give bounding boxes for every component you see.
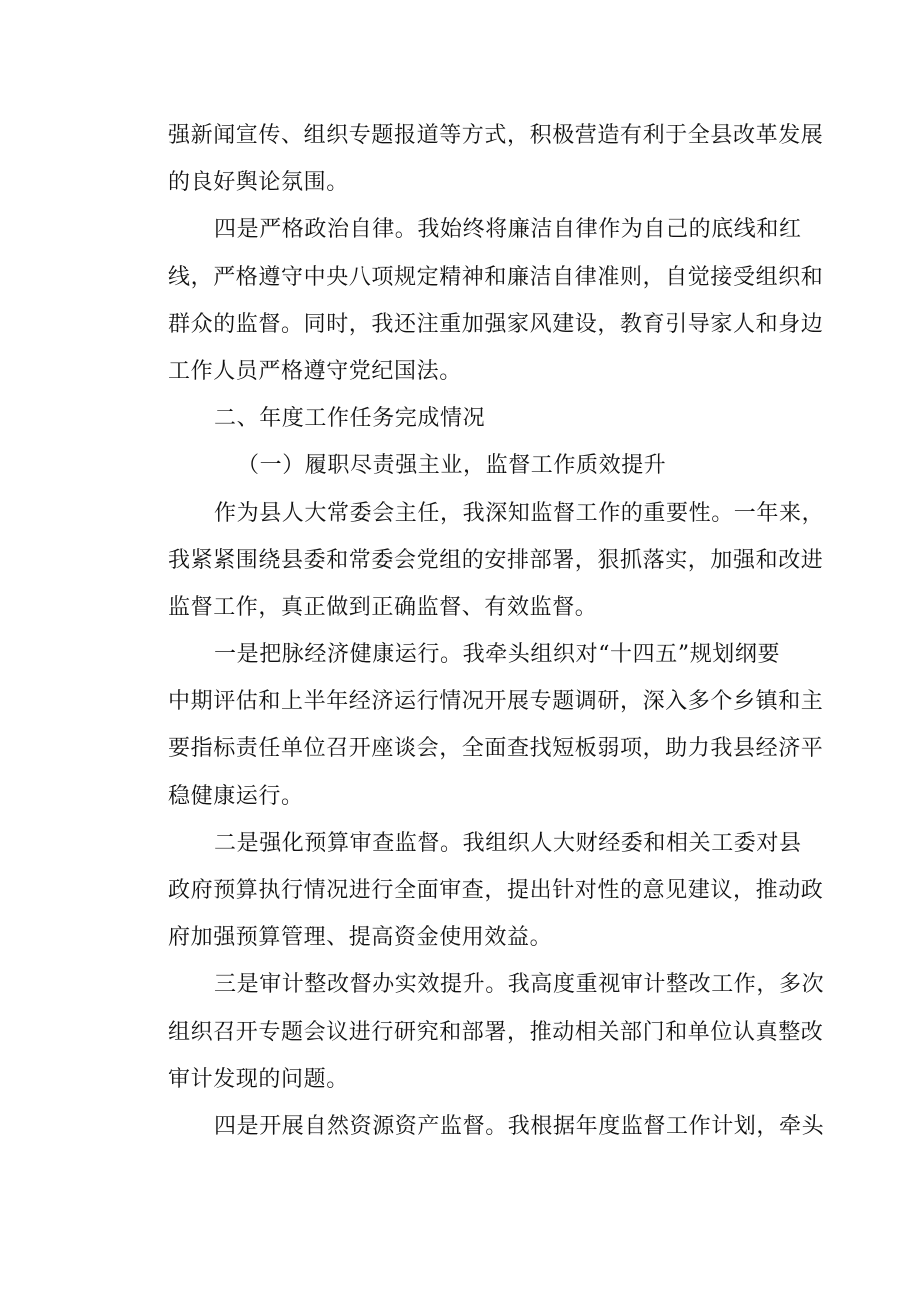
text-line: 工作人员严格遵守党纪国法。: [168, 358, 462, 384]
text-line: 线，严格遵守中央八项规定精神和廉洁自律准则，自觉接受组织和: [168, 264, 824, 290]
text-line: 中期评估和上半年经济运行情况开展专题调研，深入多个乡镇和主: [168, 689, 824, 715]
paragraph-first-line: 二是强化预算审查监督。我组织人大财经委和相关工委对县: [214, 830, 802, 856]
paragraph-first-line: 三是审计整改督办实效提升。我高度重视审计整改工作，多次: [214, 972, 825, 998]
text-line: 群众的监督。同时，我还注重加强家风建设，教育引导家人和身边: [168, 311, 824, 337]
text-line: 要指标责任单位召开座谈会，全面查找短板弱项，助力我县经济平: [168, 736, 824, 762]
section-heading: 二、年度工作任务完成情况: [214, 406, 486, 432]
text-line: 审计发现的问题。: [168, 1066, 349, 1092]
paragraph-first-line: 四是开展自然资源资产监督。我根据年度监督工作计划，牵头: [214, 1113, 825, 1139]
text-line: 我紧紧围绕县委和常委会党组的安排部署，狠抓落实，加强和改进: [168, 547, 824, 573]
text-line: 强新闻宣传、组织专题报道等方式，积极营造有利于全县改革发展: [168, 123, 824, 148]
text-line: 监督工作，真正做到正确监督、有效监督。: [168, 594, 598, 620]
subsection-heading: （一）履职尽责强主业，监督工作质效提升: [237, 453, 667, 479]
text-line: 府加强预算管理、提高资金使用效益。: [168, 925, 553, 951]
paragraph-first-line: 一是把脉经济健康运行。我牵头组织对“十四五”规划纲要: [214, 642, 781, 668]
paragraph-first-line: 四是严格政治自律。我始终将廉洁自律作为自己的底线和红: [214, 217, 802, 243]
paragraph-first-line: 作为县人大常委会主任，我深知监督工作的重要性。一年来，: [214, 500, 825, 526]
text-line: 组织召开专题会议进行研究和部署，推动相关部门和单位认真整改: [168, 1019, 824, 1045]
text-line: 的良好舆论氛围。: [168, 170, 349, 196]
text-line: 政府预算执行情况进行全面审查，提出针对性的意见建议，推动政: [168, 878, 824, 903]
document-body: [168, 112, 825, 1150]
text-line: 稳健康运行。: [168, 783, 304, 809]
